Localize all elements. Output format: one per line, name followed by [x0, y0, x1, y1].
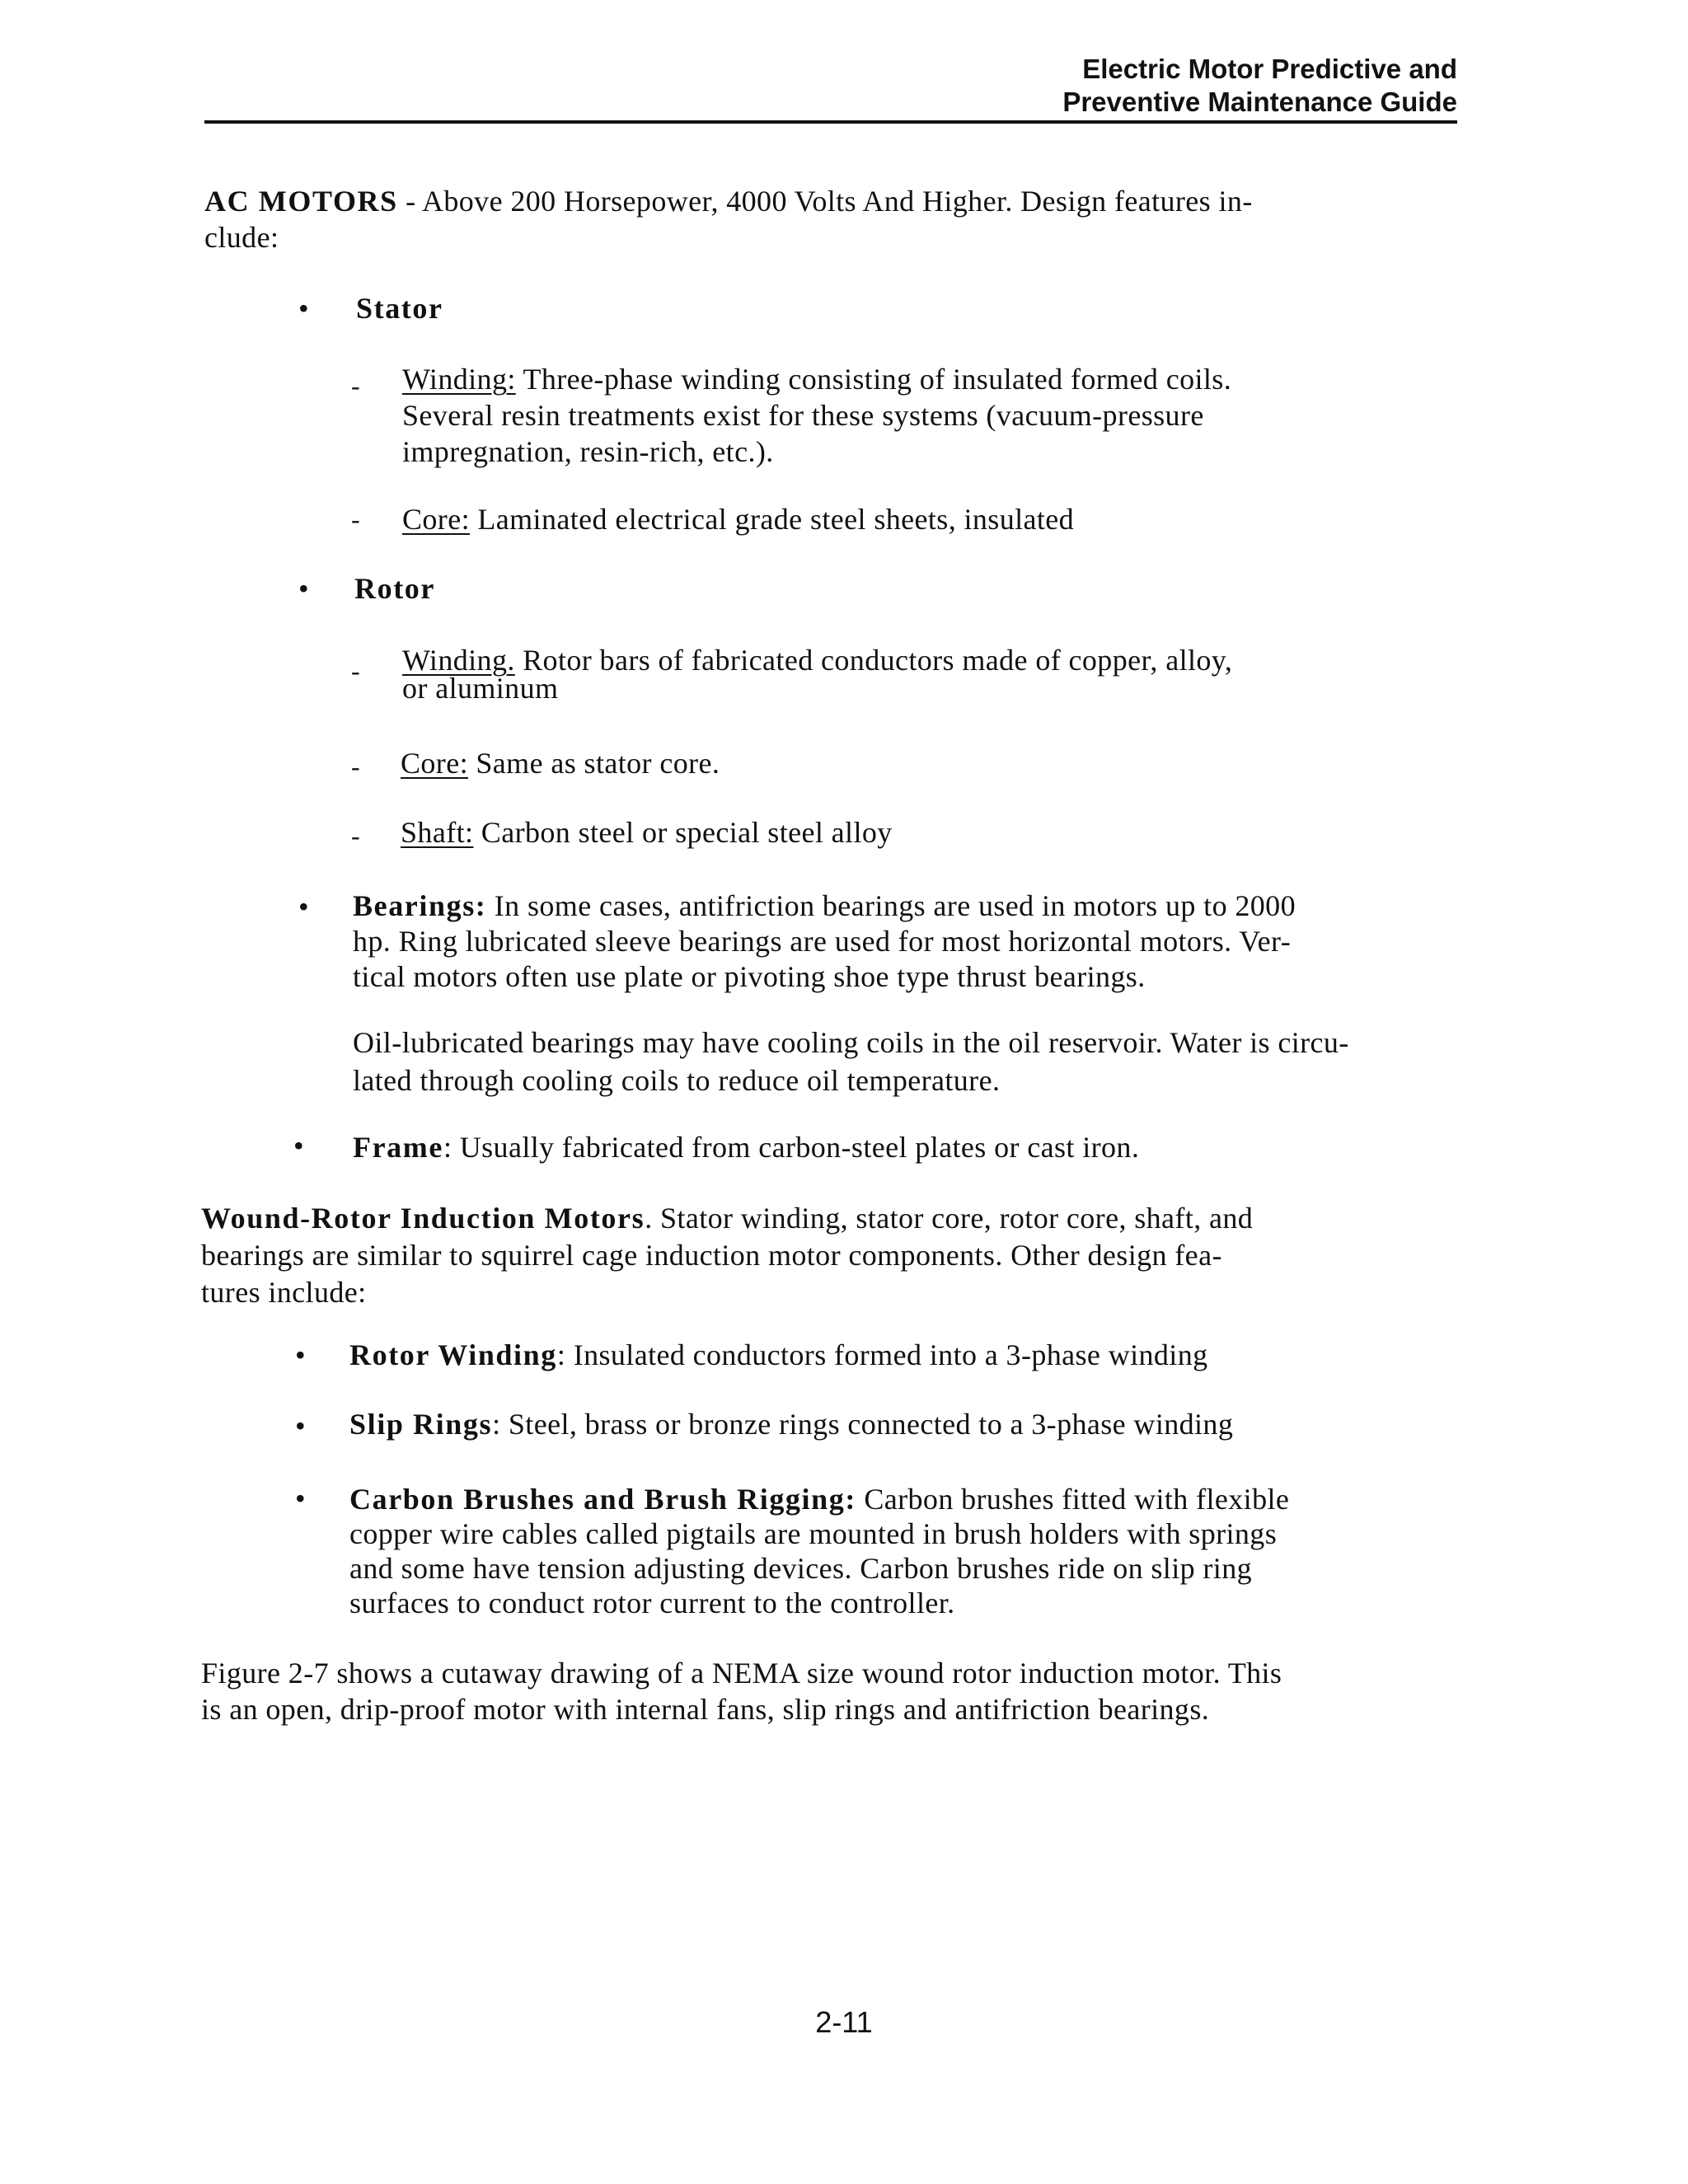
header-title-line-2: Preventive Maintenance Guide	[1062, 87, 1457, 117]
rotor-winding-line-1	[402, 644, 1474, 677]
bullet-slip-rings: •	[295, 1409, 307, 1442]
intro-line-2: clude:	[204, 221, 279, 254]
figure-paragraph	[201, 1655, 1487, 1727]
dash-rotor-shaft: -	[351, 821, 361, 851]
stator-core-label: Core:	[402, 503, 470, 536]
wound-rotor-paragraph	[201, 1200, 1487, 1311]
stator-winding-line-2: Several resin treatments exist for these systems (vacuum-pressure	[402, 399, 1204, 432]
stator-winding-line-1	[402, 361, 1474, 397]
carbon-brushes-line-3: and some have tension adjusting devices. Carbon brushes ride on slip ring	[349, 1552, 1252, 1585]
bearings-item	[353, 888, 1490, 995]
slip-rings-item	[349, 1406, 1487, 1442]
rotor-winding-item	[402, 644, 1474, 705]
carbon-brushes-text: Carbon brushes fitted with flexible	[856, 1483, 1290, 1516]
wound-rotor-line-1	[201, 1200, 1487, 1237]
rotor-core-label: Core:	[401, 747, 468, 780]
frame-item	[353, 1129, 1490, 1165]
dash-stator-core: -	[351, 504, 361, 534]
carbon-brushes-item	[349, 1482, 1487, 1620]
stator-core-text: Laminated electrical grade steel sheets, insulated	[469, 503, 1075, 536]
wound-rotor-title: Wound-Rotor Induction Motors	[201, 1202, 645, 1235]
carbon-brushes-line-1	[349, 1482, 1487, 1516]
bullet-carbon-brushes: •	[295, 1482, 307, 1515]
bullet-rotor-winding: •	[295, 1338, 307, 1371]
dash-stator-winding: -	[351, 371, 361, 401]
rotor-shaft-item	[401, 814, 1472, 851]
stator-winding-text: Three-phase winding consisting of insulated formed coils.	[515, 363, 1232, 396]
intro-text: - Above 200 Horsepower, 4000 Volts And Higher. Design features in-	[397, 185, 1253, 218]
wound-rotor-text: . Stator winding, stator core, rotor core, shaft, and	[645, 1202, 1254, 1235]
header-title-line-1: Electric Motor Predictive and	[1082, 54, 1457, 84]
page-number: 2-11	[815, 2005, 873, 2039]
intro-line-1	[204, 183, 1474, 219]
frame-text: : Usually fabricated from carbon-steel plates or cast iron.	[443, 1131, 1140, 1164]
rotor-winding-bullet-label: Rotor Winding	[349, 1338, 557, 1371]
rotor-winding-label: Winding.	[402, 644, 515, 677]
carbon-brushes-line-2: copper wire cables called pigtails are mounted in brush holders with springs	[349, 1517, 1278, 1550]
bearings-line-3: tical motors often use plate or pivoting shoe type thrust bearings.	[353, 960, 1146, 993]
carbon-brushes-line-4: surfaces to conduct rotor current to the controller.	[349, 1586, 955, 1619]
bearings-text: In some cases, antifriction bearings are used in motors up to 2000	[486, 889, 1296, 922]
slip-rings-text: : Steel, brass or bronze rings connected to a 3-phase winding	[492, 1408, 1234, 1441]
slip-rings-label: Slip Rings	[349, 1408, 493, 1441]
bullet-stator: •	[298, 292, 310, 325]
figure-para-line-1: Figure 2-7 shows a cutaway drawing of a NEMA size wound rotor induction motor. This	[201, 1657, 1282, 1690]
intro-paragraph	[204, 183, 1474, 255]
rotor-core-text: Same as stator core.	[467, 747, 720, 780]
frame-label: Frame	[353, 1131, 443, 1164]
rotor-shaft-label: Shaft:	[401, 816, 474, 849]
bearings-line-2: hp. Ring lubricated sleeve bearings are used for most horizontal motors. Ver-	[353, 925, 1292, 958]
wound-rotor-line-2: bearings are similar to squirrel cage induction motor components. Other design fea-	[201, 1239, 1222, 1272]
rotor-winding-bullet-text: : Insulated conductors formed into a 3-phase winding	[556, 1338, 1208, 1371]
bearings-paragraph-2	[353, 1024, 1507, 1099]
dash-rotor-core: -	[351, 752, 361, 781]
stator-winding-label: Winding:	[402, 363, 516, 396]
bearings-para2-line-2: lated through cooling coils to reduce oil temperature.	[353, 1064, 1001, 1097]
wound-rotor-line-3: tures include:	[201, 1276, 367, 1309]
intro-title: AC MOTORS	[204, 185, 398, 218]
bearings-para2-line-1: Oil-lubricated bearings may have cooling coils in the oil reservoir. Water is circu-	[353, 1026, 1349, 1059]
stator-winding-item	[402, 361, 1474, 470]
rotor-winding-line-2: or aluminum	[402, 672, 559, 705]
bearings-line-1	[353, 888, 1490, 924]
rotor-winding-text: Rotor bars of fabricated conductors made of copper, alloy,	[514, 644, 1233, 677]
carbon-brushes-label: Carbon Brushes and Brush Rigging:	[349, 1483, 856, 1516]
rotor-heading: Rotor	[354, 572, 435, 605]
stator-winding-line-3: impregnation, resin-rich, etc.).	[402, 435, 774, 468]
rotor-winding-bullet-item	[349, 1337, 1487, 1373]
stator-heading: Stator	[356, 292, 443, 325]
stator-core-item	[402, 501, 1474, 537]
bullet-rotor: •	[298, 572, 310, 605]
rotor-core-item	[401, 745, 1472, 781]
bearings-label: Bearings:	[353, 889, 487, 922]
dash-rotor-winding: -	[351, 656, 361, 686]
bullet-bearings: •	[298, 890, 310, 923]
figure-para-line-2: is an open, drip-proof motor with internal fans, slip rings and antifriction bearings.	[201, 1693, 1210, 1726]
rotor-shaft-text: Carbon steel or special steel alloy	[473, 816, 893, 849]
bullet-frame: •	[293, 1129, 305, 1162]
